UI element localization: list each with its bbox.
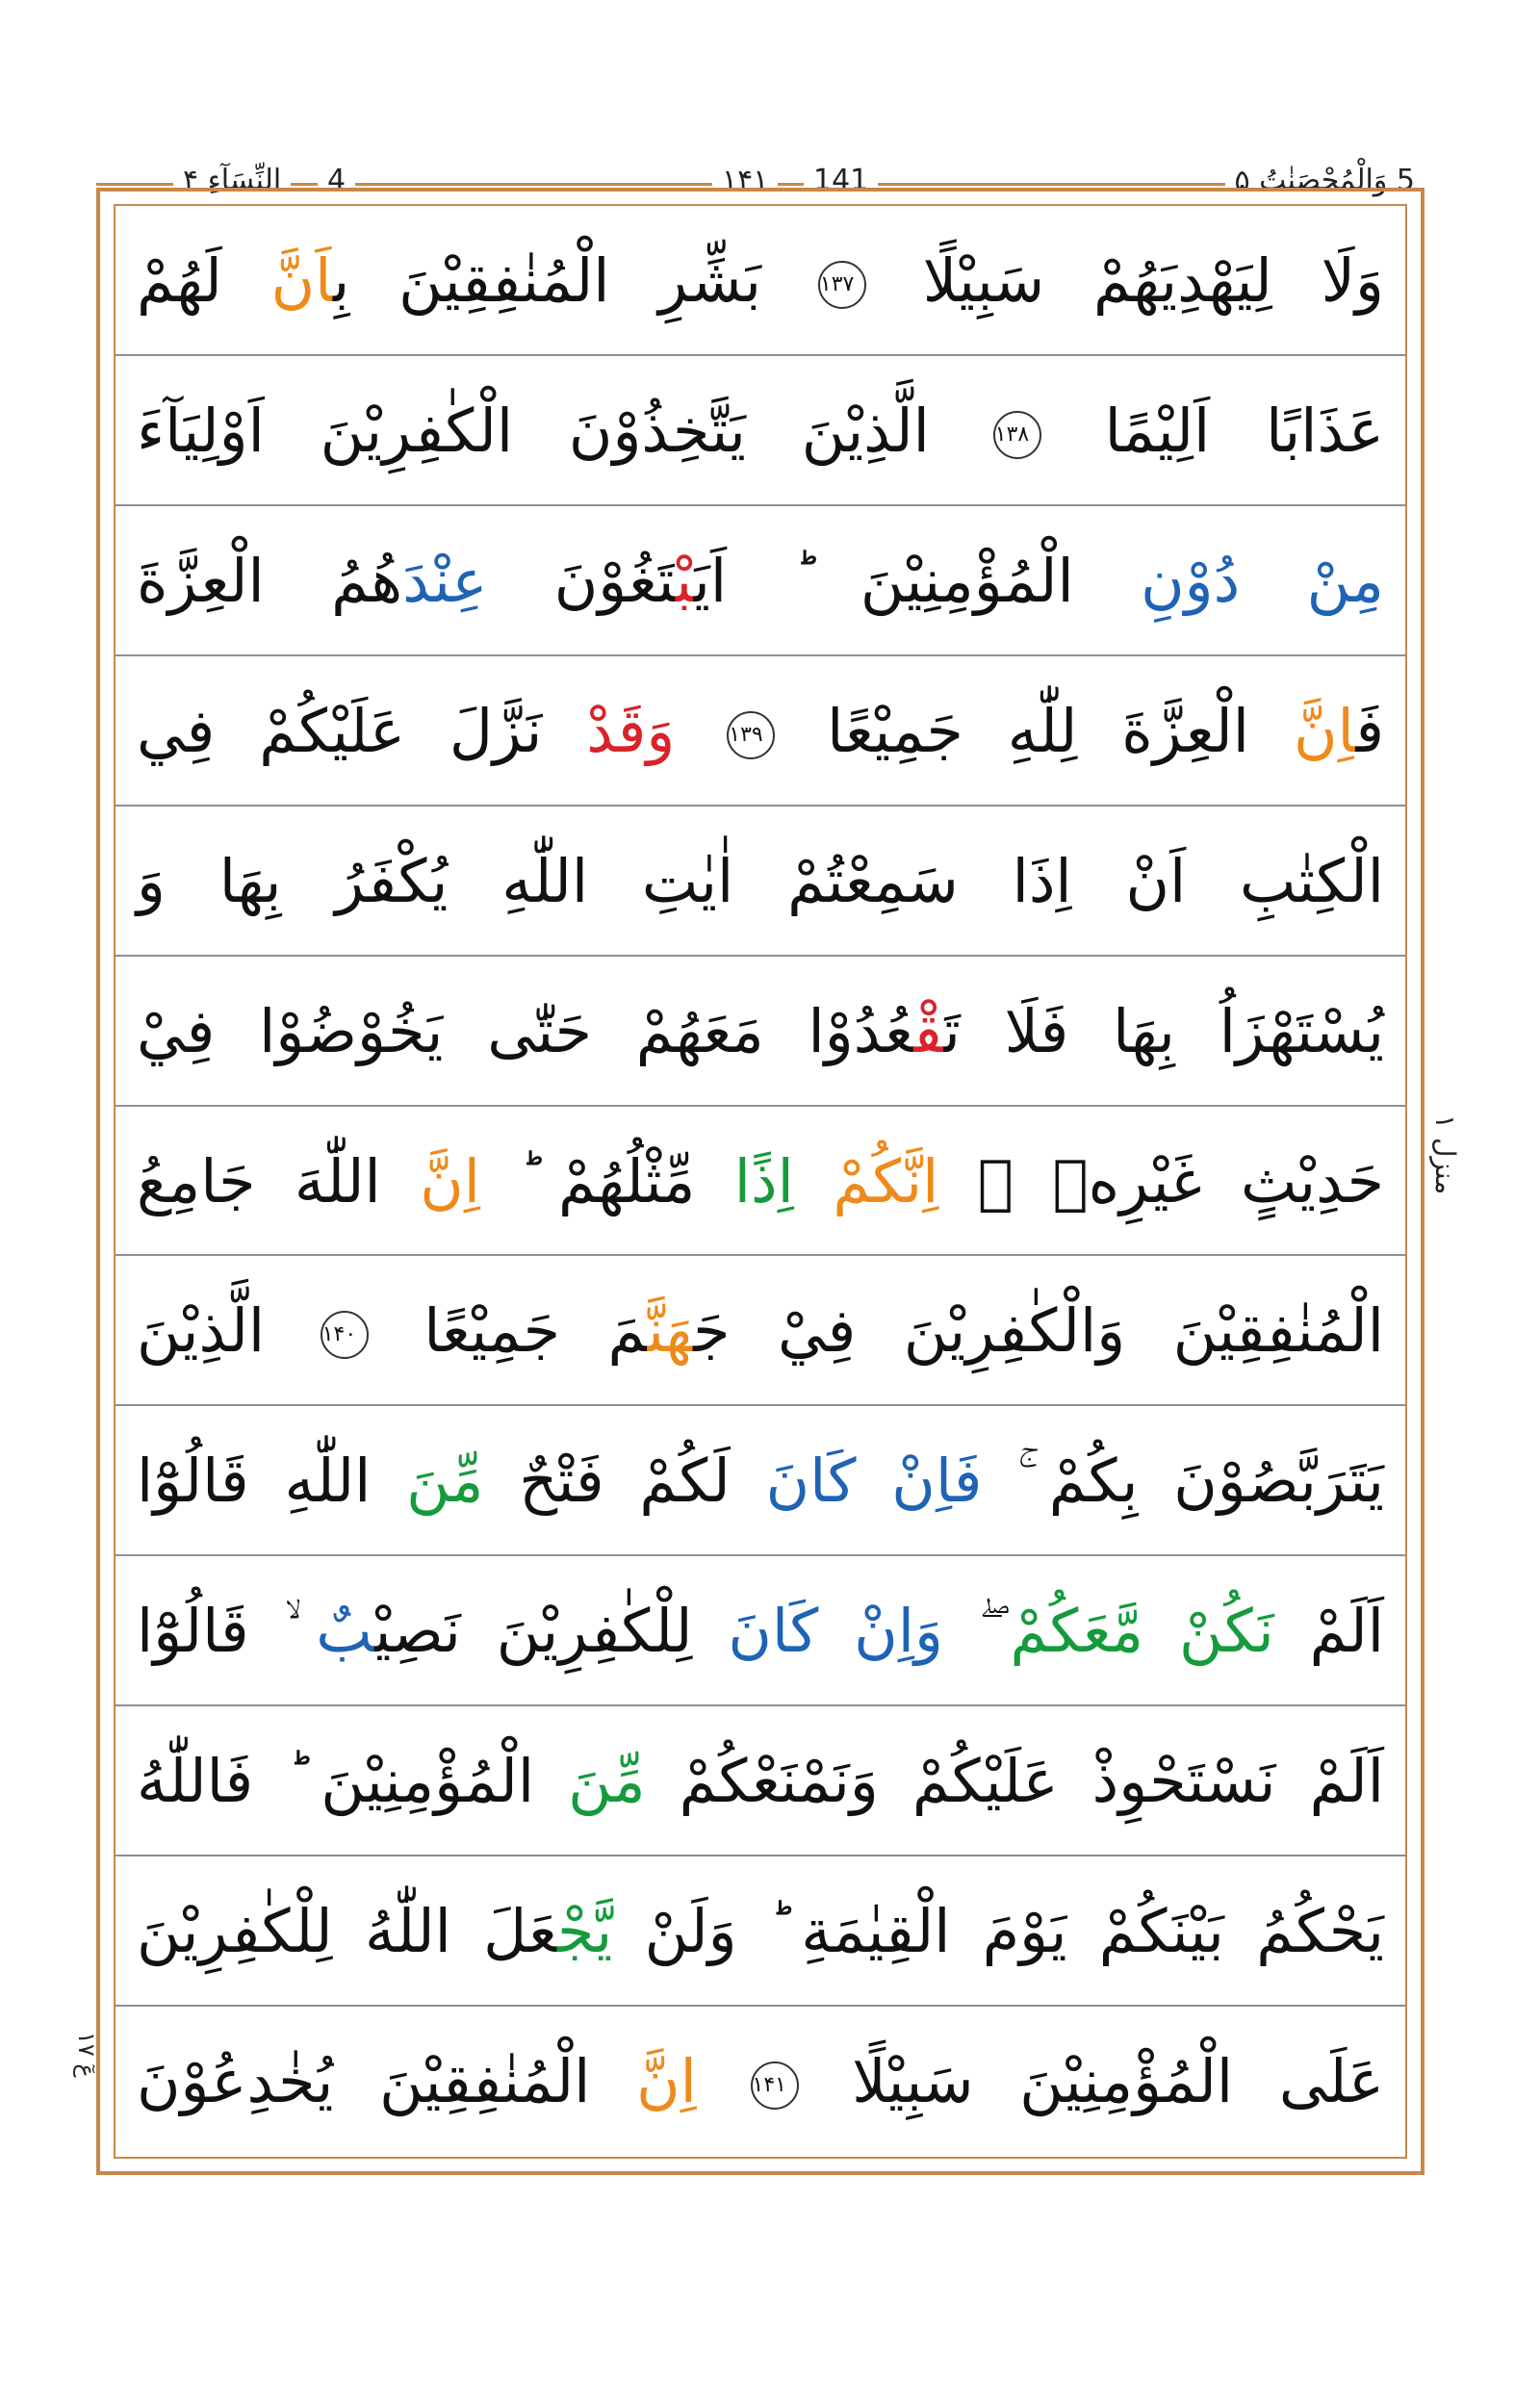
text-segment: بْ [675,545,694,616]
ayah-number-marker: ۱۳۷ [818,261,866,309]
text-segment: يَحْكُمُ بَيْنَكُمْ يَوْمَ الْقِيٰمَةِ ؕ وَلَنْ [612,1896,1384,1967]
text-line [116,656,1405,806]
text-segment: وَلَا لِيَهْدِيَهُمْ سَبِيْلًا [873,245,1384,316]
text-segment: الْمُؤْمِنِيْنَ ؕ اَيَ [693,545,1142,616]
text-segment: الْمُنٰفِقِيْنَ يُخٰدِعُوْنَ [137,2046,637,2117]
page-number: 141 [804,162,878,200]
ayah-number-marker: ۱۳۹ [727,711,775,759]
text-segment: يُسْتَهْزَاُ بِهَا فَلَا تَ [943,995,1384,1066]
text-segment: الْعِزَّةَ لِلّٰهِ جَمِيْعًا [783,695,1294,766]
text-segment: الَّذِيْنَ يَتَّخِذُوْنَ الْكٰفِرِيْنَ اَوْلِيَآءَ [137,395,986,466]
text-line [116,1107,1405,1257]
text-segment: الْمُؤْمِنِيْنَ ؕ فَاللّٰهُ [137,1746,569,1817]
text-segment: يَّجْ [557,1896,613,1967]
text-segment: عَلَى الْمُؤْمِنِيْنَ سَبِيْلًا [806,2046,1385,2117]
text-segment: اِنَّ [420,1145,481,1216]
text-segment: مِنْ [1306,545,1384,616]
text-line [116,1706,1405,1856]
text-segment: مِّثْلُهُمْ ؕ [480,1145,734,1216]
text-segment: قْ [913,995,944,1066]
text-segment: لَكُمْ فَتْحٌ [483,1446,766,1517]
text-line [116,1256,1405,1406]
text-segment: لِلْكٰفِرِيْنَ نَصِيْ [374,1596,729,1667]
text-segment: مِّنَ [406,1446,484,1517]
text-segment: فَاِنْ كَانَ [765,1446,983,1517]
text-segment: اَلَمْ نَسْتَحْوِذْ عَلَيْكُمْ وَنَمْنَعْكُمْ [645,1746,1384,1817]
text-segment: اللّٰهِ قَالُوْٓا [137,1446,407,1517]
manzil-marker: منزل ۱ [1429,1114,1461,1195]
text-segment: عَلَ اللّٰهُ لِلْكٰفِرِيْنَ [137,1896,558,1967]
text-segment: الْمُنٰفِقِيْنَ وَالْكٰفِرِيْنَ فِيْ جَ [693,1295,1385,1367]
text-segment: الَّذِيْنَ [137,1295,313,1367]
text-line [116,1556,1405,1706]
text-segment: نَزَّلَ عَلَيْكُمْ فِي [137,695,587,766]
text-segment: تَغُوْنَ [487,545,676,616]
text-segment: وَقَدْ [586,695,720,766]
text-segment: اَلَمْ [1273,1596,1385,1667]
quran-text [116,206,1405,2157]
text-segment: اَنَّ [270,245,334,316]
text-segment: اِنَّ [1293,695,1356,766]
text-segment: يَتَرَبَّصُوْنَ بِكُمْ ۚ [982,1446,1384,1517]
text-segment: مَ جَمِيْعًا [375,1295,648,1367]
text-segment: اِنَّ [636,2046,743,2117]
text-segment: عُدُوْا مَعَهُمْ حَتّٰى يَخُوْضُوْا فِيْ [137,995,914,1066]
text-segment: اِنَّكُمْ [833,1145,939,1216]
text-segment: لَهُمْ [137,245,271,316]
text-segment: حَدِيْثٍ غَيْرِهٖ ۖ [938,1145,1384,1216]
text-line [116,1406,1405,1556]
text-line [116,206,1405,356]
text-segment: ۙ قَالُوْٓا [137,1596,317,1667]
text-segment: وَاِنْ كَانَ [728,1596,943,1667]
text-segment: اِذًا [733,1145,834,1216]
text-segment: ۖ [942,1596,1011,1667]
text-segment: اللّٰهَ جَامِعُ [137,1145,421,1216]
ayah-number-marker: ۱۴۰ [321,1311,369,1359]
ruku-marker: عٓ ۱۷ [73,2032,100,2078]
text-segment: هَنَّ [647,1295,694,1367]
ayah-number-marker: ۱۳۸ [993,411,1041,459]
text-segment: دُوْنِ [1141,545,1307,616]
text-segment: عِنْدَ [402,545,488,616]
text-segment: فَ [1355,695,1384,766]
text-segment: نَكُنْ مَّعَكُمْ [1010,1596,1274,1667]
text-line [116,1856,1405,2007]
text-segment: هُمُ الْعِزَّةَ [137,545,403,616]
text-segment: عَذَابًا اَلِيْمًا [1048,395,1385,466]
text-line [116,506,1405,656]
ayah-number-marker: ۱۴۱ [751,2061,799,2110]
page-number-arabic: ۱۴۱ [712,162,778,200]
surah-number: 4 [318,162,355,200]
surah-label: النِّسَآءِ ۴ [173,162,291,200]
text-segment: مِّنَ [568,1746,646,1817]
text-line [116,957,1405,1107]
text-segment: بٌ [316,1596,375,1667]
text-line [116,2007,1405,2157]
juz-label: 5 وَالْمُحْصَنٰتُ ۵ [1225,162,1425,200]
text-segment: بَشِّرِ الْمُنٰفِقِيْنَ بِ [333,245,810,316]
text-line [116,356,1405,506]
text-segment: الْكِتٰبِ اَنْ اِذَا سَمِعْتُمْ اٰيٰتِ اللّٰهِ يُكْفَرُ بِهَا وَ [137,845,1384,916]
text-line [116,806,1405,957]
